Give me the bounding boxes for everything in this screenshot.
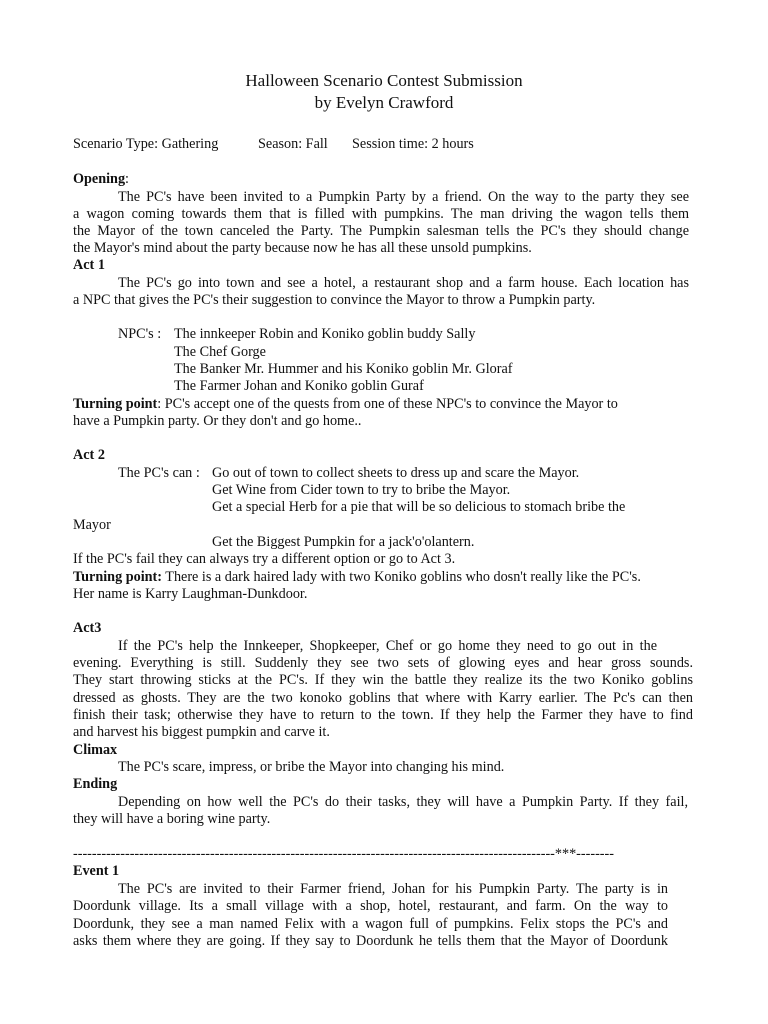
ending-line: Depending on how well the PC's do their tasks, they will have a Pumpkin Party. If they fail, [118,794,688,810]
npc-item: The Banker Mr. Hummer and his Koniko goblin Mr. Gloraf [174,361,513,377]
turning-point-text: : PC's accept one of the quests from one of these NPC's to convince the Mayor to [157,396,618,412]
npc-item: The Farmer Johan and Koniko goblin Guraf [174,378,424,394]
act2-option-wrap: Mayor [73,517,111,533]
act1-turning-point [73,396,618,413]
session-time: Session time: 2 hours [352,136,474,152]
act3-line: They start throwing sticks at the PC's. If they win the battle they realize its the two Koniko goblins [73,672,693,688]
act2-option: Go out of town to collect sheets to dress up and scare the Mayor. [212,465,580,481]
act2-heading: Act 2 [73,447,105,463]
act1-line: a NPC that gives the PC's their suggestion to convince the Mayor to throw a Pumpkin party. [73,292,596,308]
opening-colon: : [125,171,129,187]
act3-line: and harvest his biggest pumpkin and carve it. [73,724,330,740]
event1-line: Doordunk village. Its a small village with a shop, hotel, restaurant, and farm. On the way to [73,898,668,914]
act2-turning-line: Her name is Karry Laughman-Dunkdoor. [73,586,308,602]
turning-point-label: Turning point: [73,569,162,585]
scenario-season: Season: Fall [258,136,328,152]
document-title: Halloween Scenario Contest Submission [245,71,523,90]
ending-heading: Ending [73,776,118,792]
event1-line: asks them where they are going. If they say to Doordunk he tells them that the Mayor of Doordunk [73,933,668,949]
act2-option: Get Wine from Cider town to try to bribe the Mayor. [212,482,511,498]
opening-line: a wagon coming towards them that is filled with pumpkins. The man driving the wagon tells them [73,206,689,222]
act3-line: If the PC's help the Innkeeper, Shopkeeper, Chef or go home they need to go out in the [118,638,657,654]
npc-item: The innkeeper Robin and Koniko goblin buddy Sally [174,326,476,342]
climax-line: The PC's scare, impress, or bribe the Mayor into changing his mind. [118,759,505,775]
section-separator: ------------------------------------------------------------------------------------------------------***-------- [73,846,614,862]
act2-intro: The PC's can : [118,465,200,481]
act3-line: dressed as ghosts. They are the two konoko goblins that where with Karry earlier. The Pc's can then [73,690,693,706]
event1-line: The PC's are invited to their Farmer friend, Johan for his Pumpkin Party. The party is in [118,881,668,897]
act2-option: Get the Biggest Pumpkin for a jack'o'olantern. [212,534,475,550]
opening-heading-line [73,171,129,188]
act1-heading: Act 1 [73,257,105,273]
document-author: by Evelyn Crawford [314,93,454,112]
act2-turning-point [73,569,641,586]
scenario-type: Scenario Type: Gathering [73,136,219,152]
act1-turning-line: have a Pumpkin party. Or they don't and go home.. [73,413,362,429]
act2-fail-line: If the PC's fail they can always try a different option or go to Act 3. [73,551,456,567]
event1-line: Doordunk, they see a man named Felix with a wagon full of pumpkins. Felix stops the PC's and [73,916,668,932]
opening-line: the Mayor's mind about the party because now he has all these unsold pumpkins. [73,240,532,256]
ending-line: they will have a boring wine party. [73,811,271,827]
act1-line: The PC's go into town and see a hotel, a restaurant shop and a farm house. Each location has [118,275,689,291]
turning-point-text: There is a dark haired lady with two Koniko goblins who dosn't really like the PC's. [161,569,641,585]
turning-point-label: Turning point [73,396,158,412]
opening-heading: Opening [73,171,126,187]
climax-heading: Climax [73,742,118,758]
opening-line: the Mayor of the town canceled the Party. The Pumpkin salesman tells the PC's they should change [73,223,689,239]
act3-line: finish their task; otherwise they have to return to the town. If they help the Farmer they have to find [73,707,693,723]
act3-line: evening. Everything is still. Suddenly they see two sets of glowing eyes and hear gross sounds. [73,655,693,671]
npc-item: The Chef Gorge [174,344,266,360]
event1-heading: Event 1 [73,863,120,879]
act2-option: Get a special Herb for a pie that will be so delicious to stomach bribe the [212,499,626,515]
act3-heading: Act3 [73,620,102,636]
opening-line: The PC's have been invited to a Pumpkin Party by a friend. On the way to the party they see [118,189,689,205]
npc-label: NPC's : [118,326,162,342]
